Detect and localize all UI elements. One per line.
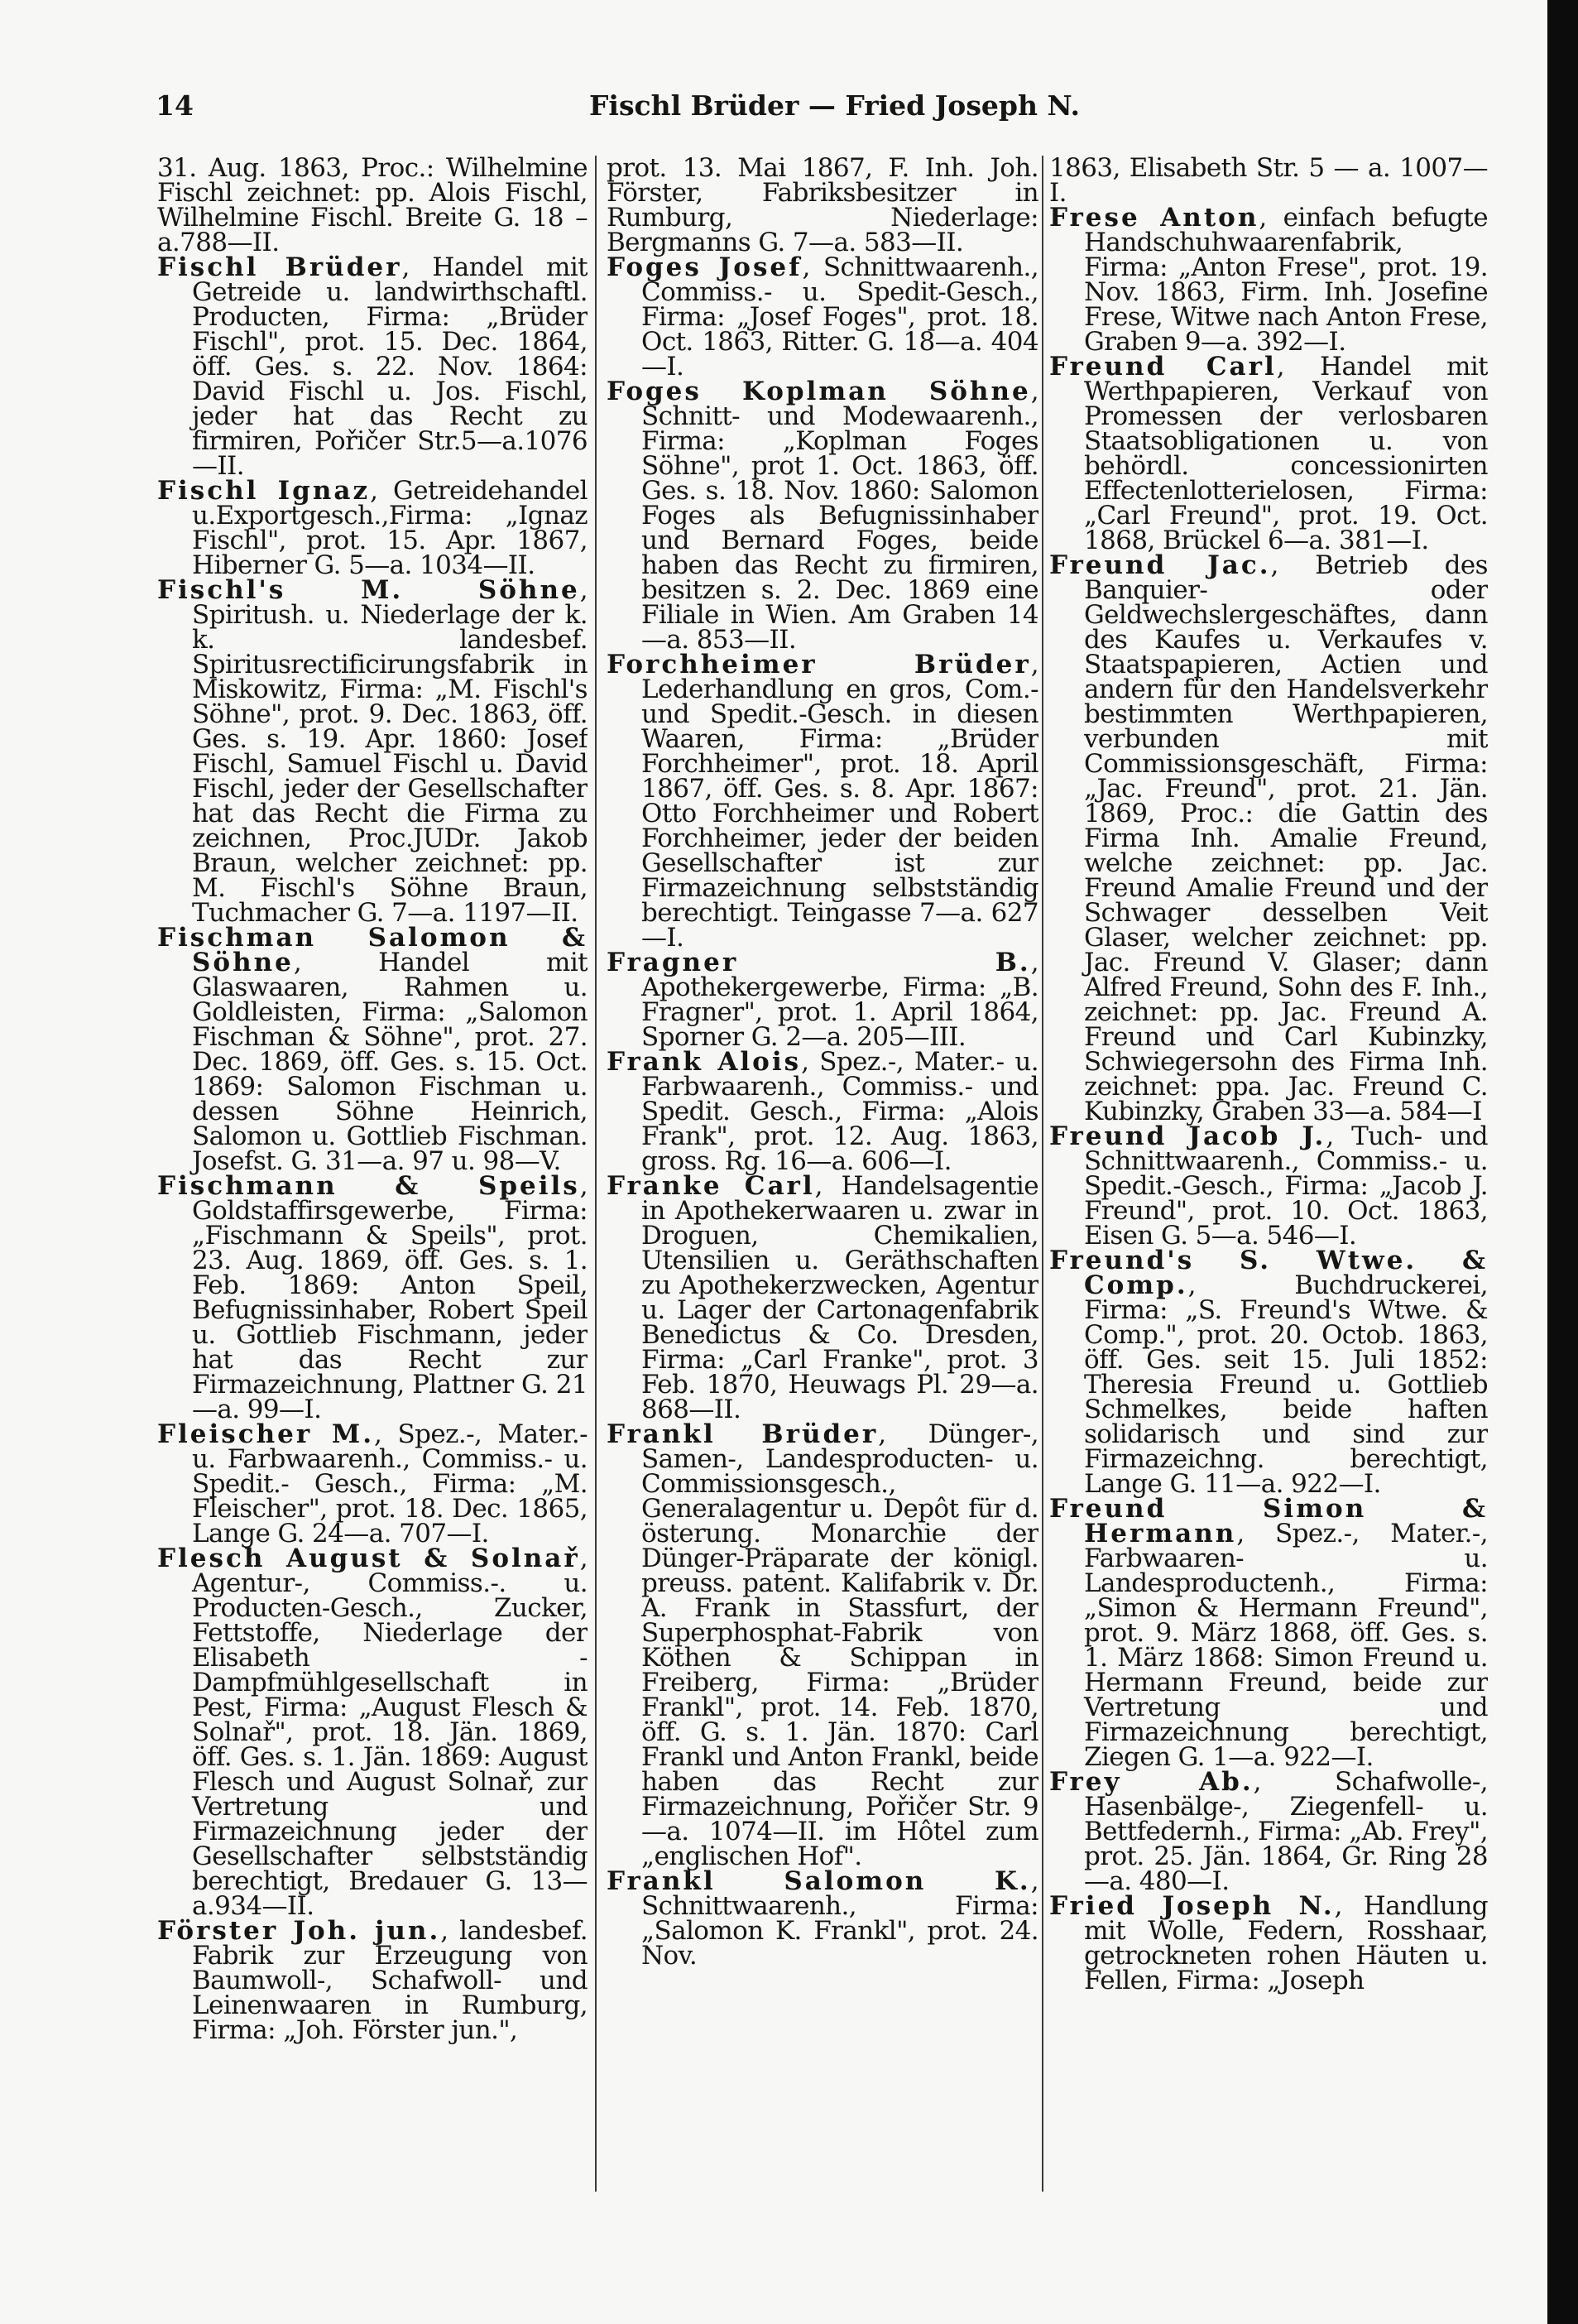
firm-name: Freund Jac. xyxy=(1049,550,1271,580)
directory-entry xyxy=(157,478,588,578)
firm-name: Fischl's M. Söhne xyxy=(157,575,580,605)
entry-text: 1863, Elisabeth Str. 5 — a. 1007—I. xyxy=(1049,156,1488,208)
directory-entry xyxy=(157,575,588,928)
entry-text: , Spez.-, Mater.-, Farbwaaren- u. Landesproductenh., Firma: „Simon & Hermann Freund", prot. 9. März 1868, öff. Ges. s. 1. März 1868: Simon Freund u. Hermann Freund, beide zur Vertretung und Firmazeichnung berechtigt, Ziegen G. 1—a. 922—I. xyxy=(1084,1519,1488,1772)
firm-name: Frey Ab. xyxy=(1049,1767,1254,1797)
entry-text: , Buchdruckerei, Firma: „S. Freund's Wtwe. & Comp.", prot. 20. Octob. 1863, öff. Ges. seit 15. Juli 1852: Theresia Freund u. Gottlieb Schmelkes, beide haften solidarisch und sind zur Firmazeichng. berechtigt, Lange G. 11—a. 922—I. xyxy=(1084,1270,1488,1499)
entry-text: , Betrieb des Banquier- oder Geldwechslergeschäftes, dann des Kaufes u. Verkaufes v. Staatspapieren, Actien und andern für den Handelsverkehr bestimmten Werthpapieren, verbunden mit Commissionsgeschäft, Firma: „Jac. Freund", prot. 21. Jän. 1869, Proc.: die Gattin des Firma Inh. Amalie Freund, welche zeichnet: pp. Jac. Freund Amalie Freund und der Schwager desselben Veit Glaser, welcher zeichnet: pp. Jac. Freund V. Glaser; dann Alfred Freund, Sohn des F. Inh., zeichnet: pp. Jac. Freund A. Freund und Carl Kubinzky, Schwiegersohn des Firma Inh. zeichnet: ppa. Jac. Freund C. Kubinzky, Graben 33—a. 584—I xyxy=(1084,550,1488,1126)
entry-text: , Tuch- und Schnittwaarenh., Commiss.- u. Spedit.-Gesch., Firma: „Jacob J. Freund", prot. 10. Oct. 1863, Eisen G. 5—a. 546—I. xyxy=(1084,1121,1488,1251)
directory-entry xyxy=(1049,203,1488,357)
directory-entry xyxy=(607,650,1038,953)
directory-entry xyxy=(607,1049,1038,1174)
firm-name: Foges Josef xyxy=(607,252,803,282)
entry-text: , Dünger-, Samen-, Landesproducten- u. Commissionsgesch., Generalagentur u. Depôt für d. österung. Monarchie der Dünger-Präparate der königl. preuss. patent. Kalifabrik v. Dr. A. Frank in Stassfurt, der Superphosphat-Fabrik von Köthen & Schippan in Freiberg, Firma: „Brüder Frankl", prot. 14. Feb. 1870, öff. G. s. 1. Jän. 1870: Carl Frankl und Anton Frankl, beide haben das Recht zur Firmazeichnung, Pořičer Str. 9—a. 1074—II. im Hôtel zum „englischen Hof". xyxy=(641,1419,1038,1871)
column-3 xyxy=(1049,156,1488,2208)
directory-entry xyxy=(1049,354,1488,553)
entry-text: , Handelsagentie in Apothekerwaaren u. zwar in Droguen, Chemikalien, Utensilien u. Geräthschaften zu Apothekerzwecken, Agentur u. Lager der Cartonagenfabrik Benedictus & Co. Dresden, Firma: „Carl Franke", prot. 3 Feb. 1870, Heuwags Pl. 29—a. 868—II. xyxy=(641,1171,1038,1424)
directory-entry xyxy=(157,1419,588,1549)
directory-entry xyxy=(157,156,588,255)
entry-text: , Handel mit Werthpapieren, Verkauf von Promessen der verlosbaren Staatsobligationen u. von behördl. concessionirten Effectenlotterielosen, Firma: „Carl Freund", prot. 19. Oct. 1868, Brückel 6—a. 381—I. xyxy=(1084,352,1488,555)
directory-entry xyxy=(1049,156,1488,208)
firm-name: Fried Joseph N. xyxy=(1049,1891,1335,1921)
entry-text: , Apothekergewerbe, Firma: „B. Fragner", prot. 1. April 1864, Sporner G. 2—a. 205—III. xyxy=(641,948,1038,1052)
entry-text: 31. Aug. 1863, Proc.: Wilhelmine Fischl zeichnet: pp. Alois Fischl, Wilhelmine Fischl. Breite G. 18 –a.788—II. xyxy=(157,156,588,257)
directory-entry xyxy=(1049,1121,1488,1251)
entry-text: , Schafwolle-, Hasenbälge-, Ziegenfell- u. Bettfedernh., Firma: „Ab. Frey", prot. 25. Jän. 1864, Gr. Ring 28—a. 480—I. xyxy=(1084,1767,1488,1896)
firm-name: Flesch August & Solnař xyxy=(157,1544,580,1573)
entry-text: , Handel mit Getreide u. landwirthschaftl. Producten, Firma: „Brüder Fischl", prot. 15. Dec. 1864, öff. Ges. s. 22. Nov. 1864: David Fischl u. Jos. Fischl, jeder hat das Recht zu firmiren, Pořičer Str.5—a.1076—II. xyxy=(192,252,588,481)
entry-text: , Spez.-, Mater.- u. Farbwaarenh., Commiss.- und Spedit. Gesch., Firma: „Alois Frank", prot. 12. Aug. 1863, gross. Rg. 16—a. 606—I. xyxy=(641,1047,1038,1176)
entry-text: prot. 13. Mai 1867, F. Inh. Joh. Förster, Fabriksbesitzer in Rumburg, Niederlage: Bergmanns G. 7—a. 583—II. xyxy=(607,156,1038,257)
entry-text: , Schnittwaarenh., Commiss.- u. Spedit-Gesch., Firma: „Josef Foges", prot. 18. Oct. 1863, Ritter. G. 18—a. 404—I. xyxy=(641,252,1038,382)
page-number: 14 xyxy=(156,89,194,122)
entry-text: , Schnittwaarenh., Firma: „Salomon K. Frankl", prot. 24. Nov. xyxy=(641,1866,1038,1971)
directory-entry xyxy=(1049,1246,1488,1499)
directory-entry xyxy=(1049,550,1488,1126)
entry-text: , Spez.-, Mater.- u. Farbwaarenh., Commiss.- u. Spedit.- Gesch., Firma: „M. Fleischer", prot. 18. Dec. 1865, Lange G. 24—a. 707—I. xyxy=(192,1419,588,1549)
firm-name: Fischl Ignaz xyxy=(157,476,371,506)
firm-name: Fischman Salomon & Söhne xyxy=(157,923,588,977)
firm-name: Franke Carl xyxy=(607,1171,815,1201)
firm-name: Frankl Brüder xyxy=(607,1419,879,1449)
firm-name: Freund Carl xyxy=(1049,352,1277,382)
firm-name: Fragner B. xyxy=(607,948,1031,977)
firm-name: Fischl Brüder xyxy=(157,252,402,282)
directory-entry xyxy=(157,1171,588,1424)
firm-name: Fischmann & Speils xyxy=(157,1171,580,1201)
entry-text: , landesbef. Fabrik zur Erzeugung von Baumwoll-, Schafwoll- und Leinenwaaren in Rumburg, Firma: „Joh. Förster jun.", xyxy=(192,1916,588,2045)
firm-name: Freund Simon & Hermann xyxy=(1049,1494,1488,1549)
firm-name: Frankl Salomon K. xyxy=(607,1866,1031,1896)
firm-name: Förster Joh. jun. xyxy=(157,1916,441,1946)
firm-name: Freund's S. Wtwe. & Comp. xyxy=(1049,1246,1488,1300)
column-2 xyxy=(607,156,1038,2208)
directory-entry xyxy=(607,1866,1038,1971)
directory-entry xyxy=(1049,1769,1488,1894)
entry-text: , Handlung mit Wolle, Federn, Rosshaar, getrockneten rohen Häuten u. Fellen, Firma: „Joseph xyxy=(1084,1891,1488,1995)
scan-edge xyxy=(1547,0,1578,2324)
directory-entry xyxy=(157,1544,588,1921)
directory-entry xyxy=(607,252,1038,382)
entry-text: , Schnitt- und Modewaarenh., Firma: „Koplman Foges Söhne", prot 1. Oct. 1863, öff. Ges. s. 18. Nov. 1860: Salomon Foges als Befugnissinhaber und Bernard Foges, beide haben das Recht zu firmiren, besitzen s. 2. Dec. 1869 eine Filiale in Wien. Am Graben 14—a. 853—II. xyxy=(641,377,1038,655)
column-rule xyxy=(1042,156,1043,2192)
directory-entry xyxy=(157,252,588,481)
firm-name: Forchheimer Brüder xyxy=(607,650,1031,679)
directory-entry xyxy=(607,156,1038,255)
entry-text: , Getreidehandel u.Exportgesch.,Firma: „Ignaz Fischl", prot. 15. Apr. 1867, Hiberner G. 5—a. 1034—II. xyxy=(192,476,588,580)
directory-entry xyxy=(607,1419,1038,1871)
directory-entry xyxy=(607,948,1038,1052)
directory-entry xyxy=(607,1171,1038,1424)
entry-text: , Lederhandlung en gros, Com.- und Spedit.-Gesch. in diesen Waaren, Firma: „Brüder Forchheimer", prot. 18. April 1867, öff. Ges. s. 8. Apr. 1867: Otto Forchheimer und Robert Forchheimer, jeder der beiden Gesellschafter ist zur Firmazeichnung selbstständig berechtigt. Teingasse 7—a. 627—I. xyxy=(641,650,1038,953)
entry-text: , Agentur-, Commiss.-. u. Producten-Gesch., Zucker, Fettstoffe, Niederlage der Elisabeth - Dampfmühlgesellschaft in Pest, Firma: „August Flesch & Solnař", prot. 18. Jän. 1869, öff. Ges. s. 1. Jän. 1869: August Flesch und August Solnař, zur Vertretung und Firmazeichnung jeder der Gesellschafter selbstständig berechtigt, Bredauer G. 13—a.934—II. xyxy=(192,1544,588,1921)
directory-entry xyxy=(157,925,588,1174)
column-1 xyxy=(157,156,588,2208)
entry-text: , Handel mit Glaswaaren, Rahmen u. Goldleisten, Firma: „Salomon Fischman & Söhne", prot. 27. Dec. 1869, öff. Ges. s. 15. Oct. 1869: Salomon Fischman u. dessen Söhne Heinrich, Salomon u. Gottlieb Fischman. Josefst. G. 31—a. 97 u. 98—V. xyxy=(192,948,588,1176)
directory-entry xyxy=(1049,1494,1488,1772)
running-head: Fischl Brüder — Fried Joseph N. xyxy=(589,89,1080,122)
directory-entry xyxy=(607,377,1038,655)
directory-entry xyxy=(157,1918,588,2043)
column-rule xyxy=(595,156,597,2192)
entry-text: , Goldstaffirsgewerbe, Firma: „Fischmann & Speils", prot. 23. Aug. 1869, öff. Ges. s. 1. Feb. 1869: Anton Speil, Befugnissinhaber, Robert Speil u. Gottlieb Fischmann, jeder hat das Recht zur Firmazeichnung, Plattner G. 21—a. 99—I. xyxy=(192,1171,588,1424)
firm-name: Foges Koplman Söhne xyxy=(607,377,1031,406)
directory-entry xyxy=(1049,1891,1488,1995)
firm-name: Freund Jacob J. xyxy=(1049,1121,1326,1151)
entry-text: , einfach befugte Handschuhwaarenfabrik, Firma: „Anton Frese", prot. 19. Nov. 1863, Firm. Inh. Josefine Frese, Witwe nach Anton Frese, Graben 9—a. 392—I. xyxy=(1084,203,1488,357)
entry-text: , Spiritush. u. Niederlage der k. k. landesbef. Spiritusrectificirungsfabrik in Miskowitz, Firma: „M. Fischl's Söhne", prot. 9. Dec. 1863, öff. Ges. s. 19. Apr. 1860: Josef Fischl, Samuel Fischl u. David Fischl, jeder der Gesellschafter hat das Recht die Firma zu zeichnen, Proc.JUDr. Jakob Braun, welcher zeichnet: pp. M. Fischl's Söhne Braun, Tuchmacher G. 7—a. 1197—II. xyxy=(192,575,588,928)
firm-name: Frank Alois xyxy=(607,1047,802,1077)
firm-name: Fleischer M. xyxy=(157,1419,375,1449)
firm-name: Frese Anton xyxy=(1049,203,1259,233)
